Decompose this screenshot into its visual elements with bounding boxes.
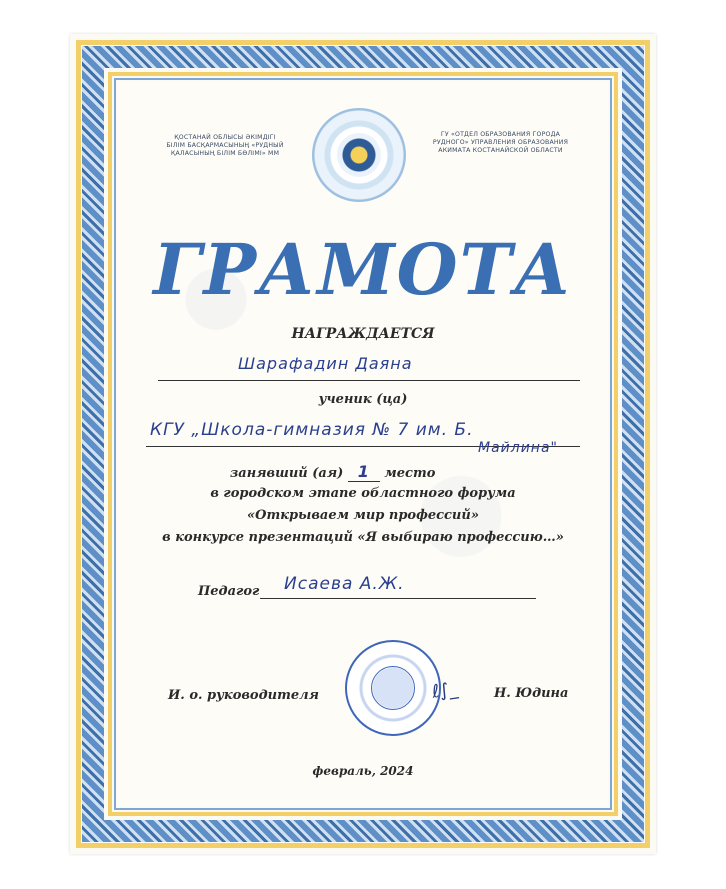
event-line-3: в конкурсе презентаций «Я выбираю профессию…» (162, 530, 564, 545)
book-globe-icon (337, 133, 381, 177)
teacher-label: Педагог (198, 584, 260, 599)
official-seal-icon (345, 640, 441, 736)
school-name-line1: КГУ „Школа-гимназия № 7 им. Б. (150, 420, 474, 440)
issue-date: февраль, 2024 (312, 764, 414, 778)
school-name-line2: Майлина" (478, 440, 558, 456)
org-right-russian: ГУ «ОТДЕЛ ОБРАЗОВАНИЯ ГОРОДА РУДНОГО» УПРАВЛЕНИЯ ОБРАЗОВАНИЯ АКИМАТА КОСТАНАЙСКОЙ ОБЛАСТИ (432, 131, 569, 154)
place-line: занявший (ая) 1 место (230, 462, 436, 481)
awarded-label: НАГРАЖДАЕТСЯ (291, 326, 435, 342)
event-line-1: в городском этапе областного форума (210, 486, 516, 501)
education-emblem-icon (312, 108, 406, 202)
seal-emblem-icon (371, 666, 415, 710)
place-value: 1 (348, 462, 380, 482)
signature-icon: ℓ∫_ (430, 678, 460, 703)
event-line-2: «Открываем мир профессий» (247, 508, 479, 523)
head-name: Н. Юдина (494, 686, 569, 701)
recipient-underline (158, 380, 580, 381)
certificate-title: ГРАМОТА (153, 228, 573, 311)
recipient-name: Шарафадин Даяна (238, 354, 413, 373)
org-left-kazakh: ҚОСТАНАЙ ОБЛЫСЫ ӘКІМДІГІ БІЛІМ БАСҚАРМАСЫНЫҢ «РУДНЫЙ ҚАЛАСЫНЫҢ БІЛІМ БӨЛІМІ» ММ (166, 134, 284, 157)
student-label: ученик (ца) (318, 392, 408, 407)
head-label: И. о. руководителя (168, 688, 319, 703)
teacher-name: Исаева А.Ж. (284, 574, 405, 594)
teacher-underline (260, 598, 536, 599)
